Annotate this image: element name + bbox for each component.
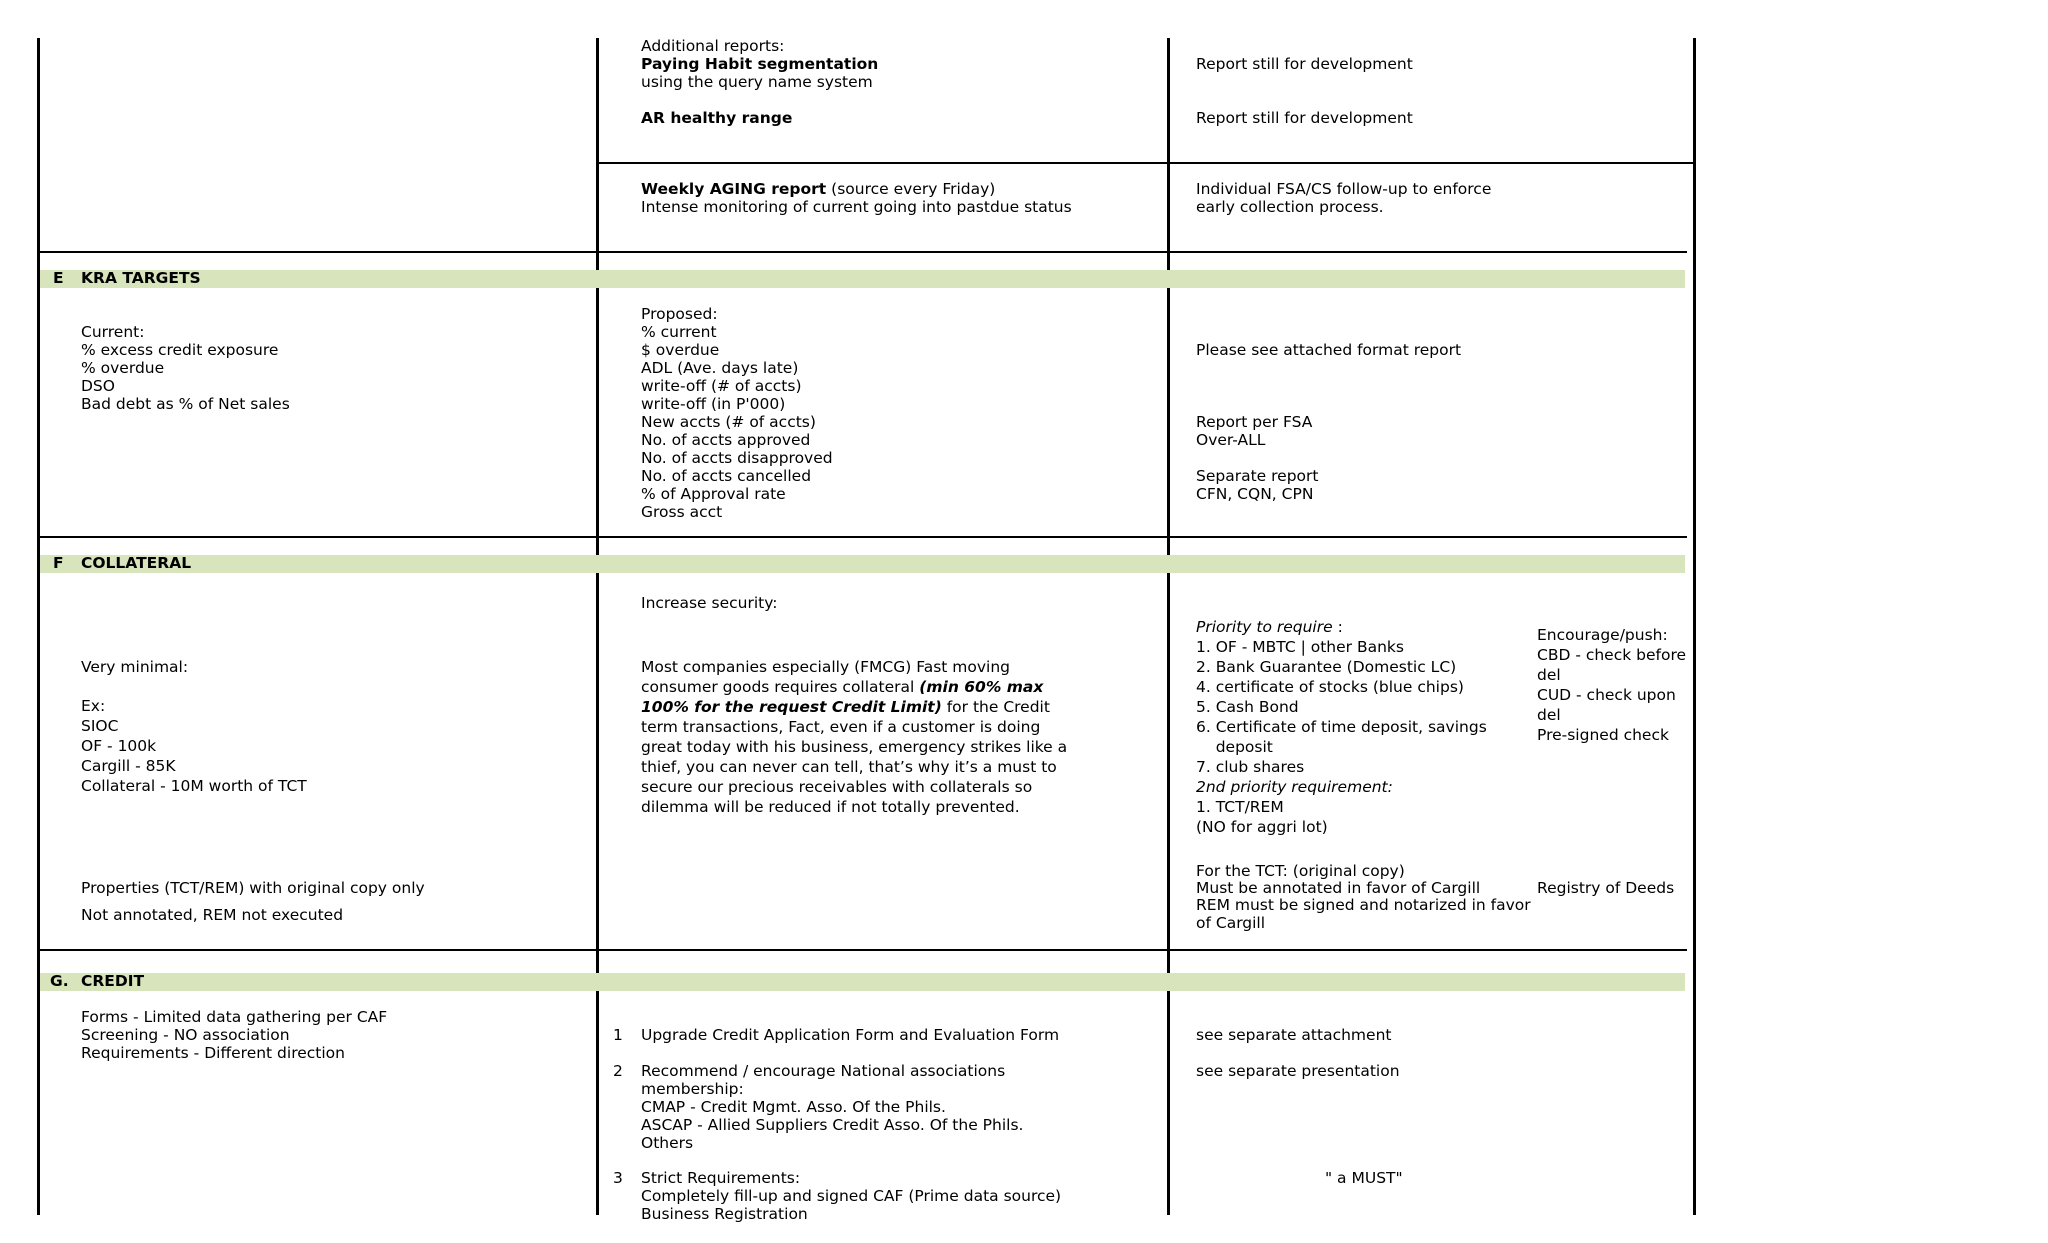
encourage-line-1: CBD - check before [1537, 646, 1687, 664]
credit-issue-0: Forms - Limited data gathering per CAF [81, 1008, 388, 1026]
section-title-collateral: COLLATERAL [81, 554, 192, 572]
weekly-aging-heading: Weekly AGING report [641, 180, 827, 198]
kra-proposed-6: New accts (# of accts) [641, 413, 816, 431]
weekly-aging-line [641, 181, 995, 199]
priority-item-4: 6. Certificate of time deposit, savings [1196, 718, 1487, 736]
credit-item-2-line-3: ASCAP - Allied Suppliers Credit Asso. Of the Phils. [641, 1116, 1024, 1134]
kra-cfn: CFN, CQN, CPN [1196, 485, 1314, 503]
credit-item-2-line-1: membership: [641, 1080, 744, 1098]
section-letter-f: F [53, 554, 64, 572]
kra-current-2: % overdue [81, 359, 165, 377]
query-name-text: using the query name system [641, 73, 873, 91]
credit-item-2-line-0: Recommend / encourage National associations [641, 1062, 1006, 1080]
column-border-left [37, 38, 40, 1215]
ar-healthy-heading: AR healthy range [641, 109, 793, 127]
collateral-para-7: secure our precious receivables with collaterals so [641, 778, 1033, 796]
collateral-properties: Properties (TCT/REM) with original copy only [81, 879, 425, 897]
fsa-followup-2: early collection process. [1196, 198, 1384, 216]
credit-item-3-line-0: Strict Requirements: [641, 1169, 801, 1187]
kra-see-attached: Please see attached format report [1196, 341, 1462, 359]
credit-item-2-line-4: Others [641, 1134, 694, 1152]
kra-overall: Over-ALL [1196, 431, 1266, 449]
fsa-followup-1: Individual FSA/CS follow-up to enforce [1196, 180, 1492, 198]
tct-line-0: For the TCT: (original copy) [1196, 862, 1405, 880]
credit-item-2-line-2: CMAP - Credit Mgmt. Asso. Of the Phils. [641, 1098, 946, 1116]
collateral-para-2a: consumer goods requires collateral [641, 678, 920, 696]
credit-item-3-line-1: Completely fill-up and signed CAF (Prime data source) [641, 1187, 1062, 1205]
credit-item-3-line-2: Business Registration [641, 1205, 808, 1223]
section-title-credit: CREDIT [81, 972, 145, 990]
dev-note-2: Report still for development [1196, 109, 1413, 127]
credit-item-num-1: 1 [613, 1026, 623, 1044]
encourage-line-2: del [1537, 666, 1561, 684]
kra-proposed-9: No. of accts cancelled [641, 467, 812, 485]
collateral-ex-1: SIOC [81, 717, 119, 735]
kra-proposed-1: % current [641, 323, 717, 341]
weekly-aging-source: (source every Friday) [826, 180, 996, 198]
collateral-para-3b: for the Credit [941, 698, 1050, 716]
column-border-3 [1167, 38, 1170, 1215]
row-divider-d-inner [598, 162, 1693, 164]
collateral-ex-0: Ex: [81, 697, 106, 715]
paying-habit-heading: Paying Habit segmentation [641, 55, 879, 73]
row-divider-d [37, 251, 1687, 253]
credit-issue-2: Requirements - Different direction [81, 1044, 345, 1062]
tct-line-2: REM must be signed and notarized in favor [1196, 896, 1531, 914]
collateral-para-1: Most companies especially (FMCG) Fast moving [641, 658, 1011, 676]
collateral-para-2 [641, 679, 1043, 697]
kra-report-per-fsa: Report per FSA [1196, 413, 1313, 431]
collateral-very-minimal: Very minimal: [81, 658, 189, 676]
credit-see-attachment: see separate attachment [1196, 1026, 1392, 1044]
kra-separate-report: Separate report [1196, 467, 1319, 485]
kra-proposed-2: $ overdue [641, 341, 720, 359]
tct-line-1: Must be annotated in favor of Cargill [1196, 879, 1481, 897]
priority-item-2: 4. certificate of stocks (blue chips) [1196, 678, 1464, 696]
registry-of-deeds: Registry of Deeds [1537, 879, 1675, 897]
section-letter-g: G. [50, 972, 69, 990]
kra-proposed-10: % of Approval rate [641, 485, 786, 503]
collateral-ex-4: Collateral - 10M worth of TCT [81, 777, 307, 795]
collateral-para-8: dilemma will be reduced if not totally prevented. [641, 798, 1020, 816]
kra-proposed-0: Proposed: [641, 305, 718, 323]
collateral-not-annotated: Not annotated, REM not executed [81, 906, 344, 924]
kra-current-0: Current: [81, 323, 145, 341]
kra-proposed-7: No. of accts approved [641, 431, 811, 449]
column-border-2 [596, 38, 599, 1215]
increase-security-label: Increase security: [641, 594, 778, 612]
section-band-g [40, 973, 1685, 991]
additional-reports-label: Additional reports: [641, 37, 785, 55]
priority-heading [1196, 619, 1343, 637]
kra-proposed-4: write-off (# of accts) [641, 377, 802, 395]
collateral-ex-2: OF - 100k [81, 737, 157, 755]
kra-proposed-5: write-off (in P'000) [641, 395, 786, 413]
credit-item-num-3: 3 [613, 1169, 623, 1187]
intense-monitoring-text: Intense monitoring of current going into pastdue status [641, 198, 1072, 216]
kra-current-4: Bad debt as % of Net sales [81, 395, 290, 413]
collateral-para-6: thief, you can never can tell, that’s why it’s a must to [641, 758, 1057, 776]
encourage-line-0: Encourage/push: [1537, 626, 1668, 644]
priority-label: Priority to require [1196, 618, 1333, 636]
priority-item-1: 2. Bank Guarantee (Domestic LC) [1196, 658, 1457, 676]
kra-current-1: % excess credit exposure [81, 341, 279, 359]
priority-item-5: deposit [1196, 738, 1273, 756]
second-priority-item-0: 1. TCT/REM [1196, 798, 1284, 816]
collateral-para-4: term transactions, Fact, even if a customer is doing [641, 718, 1041, 736]
dev-note-1: Report still for development [1196, 55, 1413, 73]
kra-proposed-11: Gross acct [641, 503, 723, 521]
credit-issue-1: Screening - NO association [81, 1026, 290, 1044]
kra-current-3: DSO [81, 377, 115, 395]
column-border-right [1693, 38, 1696, 1215]
second-priority-item-1: (NO for aggri lot) [1196, 818, 1328, 836]
collateral-para-2b: (min 60% max [919, 678, 1044, 696]
section-letter-e: E [53, 269, 64, 287]
collateral-para-3a: 100% for the request Credit Limit) [641, 698, 942, 716]
collateral-ex-3: Cargill - 85K [81, 757, 176, 775]
collateral-para-5: great today with his business, emergency strikes like a [641, 738, 1068, 756]
credit-a-must: " a MUST" [1325, 1169, 1403, 1187]
section-band-f [40, 555, 1685, 573]
collateral-para-3 [641, 699, 1050, 717]
kra-proposed-8: No. of accts disapproved [641, 449, 833, 467]
encourage-line-4: del [1537, 706, 1561, 724]
kra-proposed-3: ADL (Ave. days late) [641, 359, 799, 377]
tct-line-3: of Cargill [1196, 914, 1266, 932]
priority-item-6: 7. club shares [1196, 758, 1305, 776]
row-divider-f [37, 949, 1687, 951]
priority-item-0: 1. OF - MBTC | other Banks [1196, 638, 1404, 656]
priority-colon: : [1332, 618, 1343, 636]
row-divider-e [37, 536, 1687, 538]
second-priority-heading: 2nd priority requirement: [1196, 778, 1393, 796]
section-band-e [40, 270, 1685, 288]
credit-item-num-2: 2 [613, 1062, 623, 1080]
credit-see-presentation: see separate presentation [1196, 1062, 1400, 1080]
encourage-line-3: CUD - check upon [1537, 686, 1676, 704]
section-title-kra: KRA TARGETS [81, 269, 201, 287]
encourage-line-5: Pre-signed check [1537, 726, 1669, 744]
priority-item-3: 5. Cash Bond [1196, 698, 1299, 716]
credit-item-1-line-0: Upgrade Credit Application Form and Evaluation Form [641, 1026, 1060, 1044]
